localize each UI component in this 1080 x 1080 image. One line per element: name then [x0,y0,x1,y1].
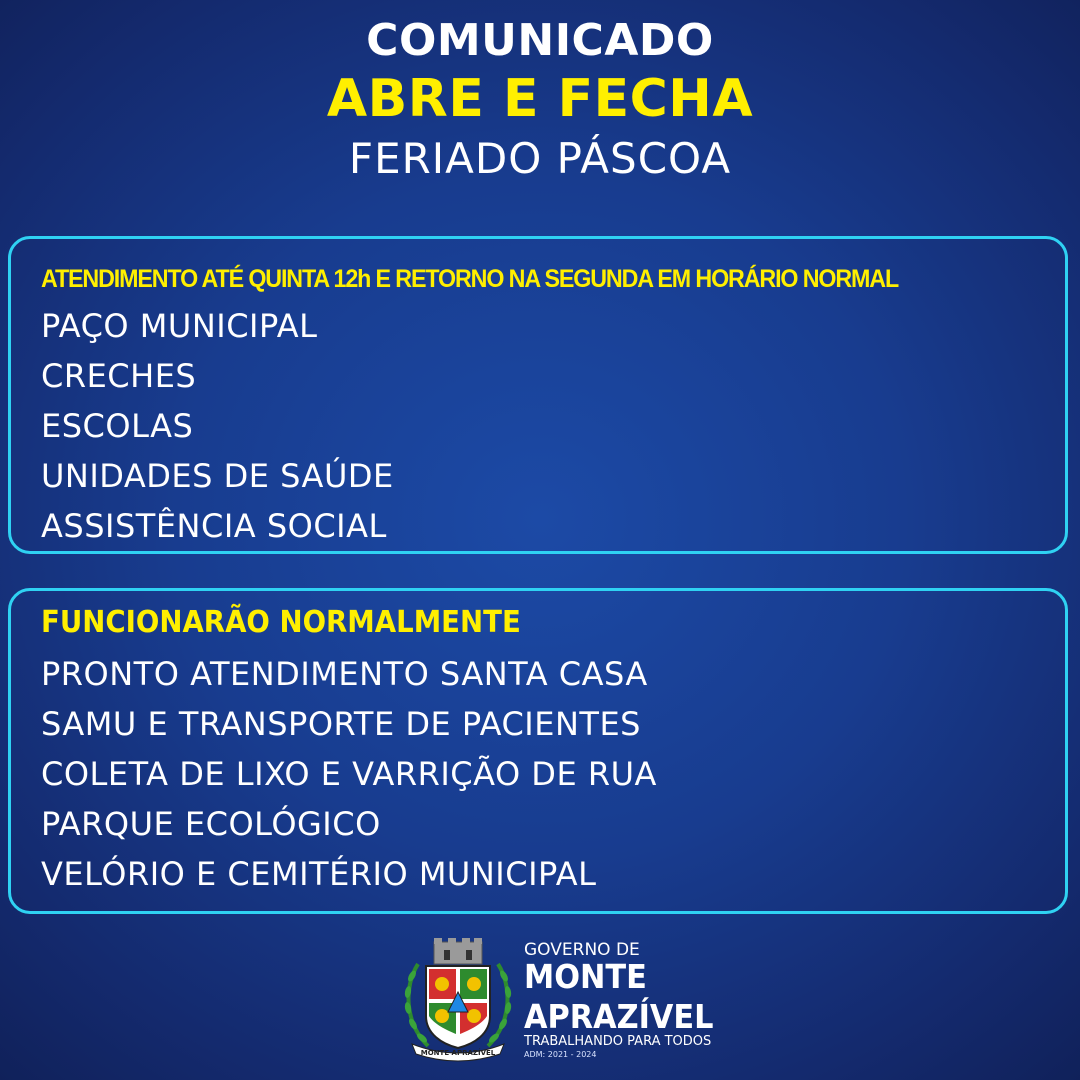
open-service-item: COLETA DE LIXO E VARRIÇÃO DE RUA [41,755,657,793]
open-service-item: VELÓRIO E CEMITÉRIO MUNICIPAL [41,855,597,893]
closed-service-item: PAÇO MUNICIPAL [41,307,318,345]
closed-service-item: ASSISTÊNCIA SOCIAL [41,507,387,545]
open-service-item: PARQUE ECOLÓGICO [41,805,381,843]
government-footer [398,936,738,1066]
administration-period: ADM: 2021 - 2024 [524,1050,597,1059]
closed-service-item: ESCOLAS [41,407,194,445]
announcement-header [0,14,1080,188]
open-services-box [8,588,1068,914]
header-title: COMUNICADO [366,15,714,66]
header-subtitle: ABRE E FECHA [326,69,754,129]
coat-of-arms-icon [398,936,518,1062]
header-holiday: FERIADO PÁSCOA [348,134,732,183]
closed-services-title: ATENDIMENTO ATÉ QUINTA 12h E RETORNO NA SEGUNDA EM HORÁRIO NORMAL [41,265,899,293]
government-label: GOVERNO DE [524,940,640,960]
city-name-line2: APRAZÍVEL [524,997,714,1036]
open-service-item: PRONTO ATENDIMENTO SANTA CASA [41,655,648,693]
city-name-line1: MONTE [524,957,647,996]
open-service-item: SAMU E TRANSPORTE DE PACIENTES [41,705,641,743]
closed-services-box [8,236,1068,554]
closed-service-item: UNIDADES DE SAÚDE [41,457,394,495]
open-services-title: FUNCIONARÃO NORMALMENTE [41,605,521,640]
closed-service-item: CRECHES [41,357,197,395]
slogan: TRABALHANDO PARA TODOS [524,1034,712,1049]
crest-ribbon-text: MONTE APRAZÍVEL [420,1049,496,1057]
